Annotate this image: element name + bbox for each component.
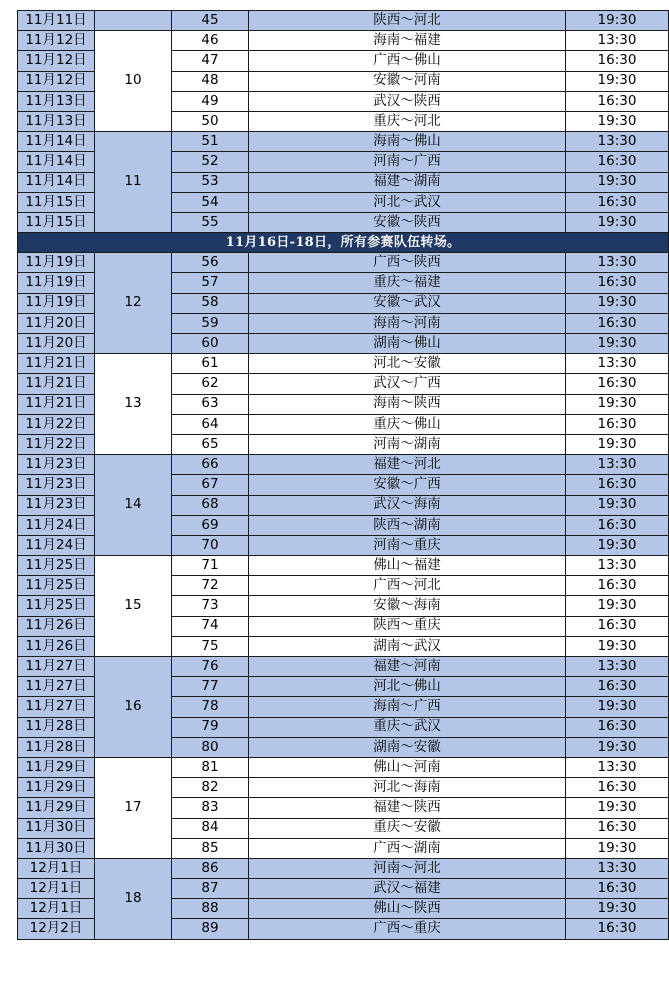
game-number-cell: 55 — [172, 212, 249, 232]
date-cell: 11月24日 — [18, 535, 95, 555]
game-number-cell: 73 — [172, 596, 249, 616]
game-number-cell: 47 — [172, 51, 249, 71]
notice-row — [18, 233, 669, 253]
time-cell: 16:30 — [566, 778, 669, 798]
round-cell: 15 — [95, 556, 172, 657]
matchup-cell: 海南～河南 — [249, 313, 566, 333]
game-number-cell: 74 — [172, 616, 249, 636]
game-number-cell: 60 — [172, 334, 249, 354]
game-number-cell: 59 — [172, 313, 249, 333]
date-cell: 11月22日 — [18, 434, 95, 454]
date-cell: 11月14日 — [18, 172, 95, 192]
table-row — [18, 31, 669, 51]
date-cell: 11月13日 — [18, 111, 95, 131]
game-number-cell: 79 — [172, 717, 249, 737]
game-number-cell: 70 — [172, 535, 249, 555]
matchup-cell: 广西～河北 — [249, 576, 566, 596]
time-cell: 16:30 — [566, 91, 669, 111]
game-number-cell: 77 — [172, 677, 249, 697]
matchup-cell: 武汉～陕西 — [249, 91, 566, 111]
game-number-cell: 56 — [172, 253, 249, 273]
date-cell: 11月21日 — [18, 354, 95, 374]
matchup-cell: 陕西～河北 — [249, 11, 566, 31]
time-cell: 16:30 — [566, 515, 669, 535]
matchup-cell: 海南～福建 — [249, 31, 566, 51]
date-cell: 11月30日 — [18, 838, 95, 858]
time-cell: 16:30 — [566, 475, 669, 495]
matchup-cell: 福建～湖南 — [249, 172, 566, 192]
date-cell: 11月23日 — [18, 455, 95, 475]
date-cell: 11月30日 — [18, 818, 95, 838]
time-cell: 13:30 — [566, 31, 669, 51]
round-cell: 10 — [95, 31, 172, 132]
game-number-cell: 63 — [172, 394, 249, 414]
date-cell: 12月1日 — [18, 879, 95, 899]
game-number-cell: 67 — [172, 475, 249, 495]
matchup-cell: 武汉～广西 — [249, 374, 566, 394]
matchup-cell: 重庆～河北 — [249, 111, 566, 131]
time-cell: 13:30 — [566, 757, 669, 777]
time-cell: 13:30 — [566, 354, 669, 374]
matchup-cell: 海南～陕西 — [249, 394, 566, 414]
game-number-cell: 69 — [172, 515, 249, 535]
time-cell: 19:30 — [566, 71, 669, 91]
date-cell: 11月21日 — [18, 394, 95, 414]
date-cell: 11月20日 — [18, 313, 95, 333]
date-cell: 11月19日 — [18, 273, 95, 293]
table-row — [18, 253, 669, 273]
date-cell: 11月20日 — [18, 334, 95, 354]
game-number-cell: 48 — [172, 71, 249, 91]
time-cell: 16:30 — [566, 51, 669, 71]
game-number-cell: 81 — [172, 757, 249, 777]
round-cell: 17 — [95, 757, 172, 858]
matchup-cell: 武汉～海南 — [249, 495, 566, 515]
date-cell: 12月1日 — [18, 858, 95, 878]
matchup-cell: 湖南～安徽 — [249, 737, 566, 757]
date-cell: 11月23日 — [18, 495, 95, 515]
time-cell: 19:30 — [566, 172, 669, 192]
matchup-cell: 海南～广西 — [249, 697, 566, 717]
time-cell: 19:30 — [566, 11, 669, 31]
date-cell: 11月28日 — [18, 717, 95, 737]
time-cell: 16:30 — [566, 677, 669, 697]
matchup-cell: 安徽～海南 — [249, 596, 566, 616]
time-cell: 16:30 — [566, 374, 669, 394]
time-cell: 13:30 — [566, 132, 669, 152]
time-cell: 16:30 — [566, 879, 669, 899]
game-number-cell: 50 — [172, 111, 249, 131]
game-number-cell: 87 — [172, 879, 249, 899]
game-number-cell: 64 — [172, 414, 249, 434]
time-cell: 16:30 — [566, 273, 669, 293]
matchup-cell: 佛山～河南 — [249, 757, 566, 777]
table-row — [18, 556, 669, 576]
matchup-cell: 福建～陕西 — [249, 798, 566, 818]
matchup-cell: 陕西～重庆 — [249, 616, 566, 636]
date-cell: 11月24日 — [18, 515, 95, 535]
date-cell: 11月15日 — [18, 192, 95, 212]
date-cell: 11月28日 — [18, 737, 95, 757]
game-number-cell: 66 — [172, 455, 249, 475]
game-number-cell: 84 — [172, 818, 249, 838]
round-cell: 18 — [95, 858, 172, 939]
matchup-cell: 广西～湖南 — [249, 838, 566, 858]
game-number-cell: 52 — [172, 152, 249, 172]
game-number-cell: 62 — [172, 374, 249, 394]
time-cell: 13:30 — [566, 253, 669, 273]
game-number-cell: 89 — [172, 919, 249, 939]
matchup-cell: 佛山～陕西 — [249, 899, 566, 919]
schedule-table — [17, 10, 669, 940]
matchup-cell: 广西～佛山 — [249, 51, 566, 71]
time-cell: 13:30 — [566, 455, 669, 475]
table-row — [18, 858, 669, 878]
date-cell: 11月26日 — [18, 616, 95, 636]
game-number-cell: 45 — [172, 11, 249, 31]
time-cell: 19:30 — [566, 334, 669, 354]
game-number-cell: 86 — [172, 858, 249, 878]
game-number-cell: 71 — [172, 556, 249, 576]
matchup-cell: 河南～河北 — [249, 858, 566, 878]
date-cell: 12月2日 — [18, 919, 95, 939]
matchup-cell: 重庆～安徽 — [249, 818, 566, 838]
game-number-cell: 75 — [172, 636, 249, 656]
date-cell: 11月26日 — [18, 636, 95, 656]
game-number-cell: 68 — [172, 495, 249, 515]
time-cell: 19:30 — [566, 111, 669, 131]
time-cell: 13:30 — [566, 858, 669, 878]
time-cell: 19:30 — [566, 535, 669, 555]
date-cell: 11月15日 — [18, 212, 95, 232]
matchup-cell: 河南～广西 — [249, 152, 566, 172]
game-number-cell: 80 — [172, 737, 249, 757]
time-cell: 19:30 — [566, 293, 669, 313]
date-cell: 11月14日 — [18, 132, 95, 152]
table-row — [18, 132, 669, 152]
matchup-cell: 河南～重庆 — [249, 535, 566, 555]
table-row — [18, 455, 669, 475]
time-cell: 16:30 — [566, 313, 669, 333]
table-row — [18, 757, 669, 777]
game-number-cell: 61 — [172, 354, 249, 374]
time-cell: 16:30 — [566, 192, 669, 212]
matchup-cell: 河北～佛山 — [249, 677, 566, 697]
date-cell: 12月1日 — [18, 899, 95, 919]
matchup-cell: 河北～武汉 — [249, 192, 566, 212]
time-cell: 19:30 — [566, 596, 669, 616]
schedule-body — [18, 11, 669, 940]
game-number-cell: 46 — [172, 31, 249, 51]
time-cell: 19:30 — [566, 434, 669, 454]
time-cell: 19:30 — [566, 495, 669, 515]
matchup-cell: 重庆～佛山 — [249, 414, 566, 434]
game-number-cell: 54 — [172, 192, 249, 212]
round-cell — [95, 11, 172, 31]
date-cell: 11月25日 — [18, 596, 95, 616]
time-cell: 19:30 — [566, 636, 669, 656]
date-cell: 11月23日 — [18, 475, 95, 495]
game-number-cell: 88 — [172, 899, 249, 919]
round-cell: 11 — [95, 132, 172, 233]
table-row — [18, 657, 669, 677]
matchup-cell: 福建～河南 — [249, 657, 566, 677]
date-cell: 11月27日 — [18, 697, 95, 717]
date-cell: 11月12日 — [18, 71, 95, 91]
time-cell: 19:30 — [566, 212, 669, 232]
matchup-cell: 海南～佛山 — [249, 132, 566, 152]
matchup-cell: 河北～海南 — [249, 778, 566, 798]
date-cell: 11月29日 — [18, 798, 95, 818]
matchup-cell: 河南～湖南 — [249, 434, 566, 454]
time-cell: 19:30 — [566, 737, 669, 757]
game-number-cell: 82 — [172, 778, 249, 798]
date-cell: 11月11日 — [18, 11, 95, 31]
date-cell: 11月12日 — [18, 51, 95, 71]
game-number-cell: 78 — [172, 697, 249, 717]
matchup-cell: 陕西～湖南 — [249, 515, 566, 535]
date-cell: 11月19日 — [18, 253, 95, 273]
game-number-cell: 85 — [172, 838, 249, 858]
time-cell: 16:30 — [566, 576, 669, 596]
game-number-cell: 49 — [172, 91, 249, 111]
game-number-cell: 57 — [172, 273, 249, 293]
game-number-cell: 65 — [172, 434, 249, 454]
matchup-cell: 福建～河北 — [249, 455, 566, 475]
date-cell: 11月27日 — [18, 677, 95, 697]
matchup-cell: 重庆～福建 — [249, 273, 566, 293]
time-cell: 19:30 — [566, 697, 669, 717]
date-cell: 11月13日 — [18, 91, 95, 111]
round-cell: 13 — [95, 354, 172, 455]
matchup-cell: 安徽～河南 — [249, 71, 566, 91]
transfer-notice: 11月16日-18日，所有参赛队伍转场。 — [18, 233, 669, 253]
date-cell: 11月14日 — [18, 152, 95, 172]
game-number-cell: 76 — [172, 657, 249, 677]
round-cell: 16 — [95, 657, 172, 758]
matchup-cell: 河北～安徽 — [249, 354, 566, 374]
date-cell: 11月29日 — [18, 757, 95, 777]
matchup-cell: 广西～重庆 — [249, 919, 566, 939]
date-cell: 11月25日 — [18, 556, 95, 576]
time-cell: 19:30 — [566, 798, 669, 818]
time-cell: 16:30 — [566, 414, 669, 434]
matchup-cell: 广西～陕西 — [249, 253, 566, 273]
time-cell: 16:30 — [566, 152, 669, 172]
game-number-cell: 72 — [172, 576, 249, 596]
matchup-cell: 重庆～武汉 — [249, 717, 566, 737]
time-cell: 16:30 — [566, 717, 669, 737]
matchup-cell: 安徽～武汉 — [249, 293, 566, 313]
time-cell: 16:30 — [566, 818, 669, 838]
date-cell: 11月29日 — [18, 778, 95, 798]
date-cell: 11月21日 — [18, 374, 95, 394]
game-number-cell: 51 — [172, 132, 249, 152]
time-cell: 19:30 — [566, 838, 669, 858]
table-row — [18, 354, 669, 374]
matchup-cell: 安徽～陕西 — [249, 212, 566, 232]
game-number-cell: 53 — [172, 172, 249, 192]
time-cell: 13:30 — [566, 657, 669, 677]
game-number-cell: 83 — [172, 798, 249, 818]
time-cell: 19:30 — [566, 394, 669, 414]
time-cell: 16:30 — [566, 919, 669, 939]
date-cell: 11月22日 — [18, 414, 95, 434]
matchup-cell: 湖南～武汉 — [249, 636, 566, 656]
time-cell: 19:30 — [566, 899, 669, 919]
date-cell: 11月19日 — [18, 293, 95, 313]
time-cell: 13:30 — [566, 556, 669, 576]
game-number-cell: 58 — [172, 293, 249, 313]
matchup-cell: 武汉～福建 — [249, 879, 566, 899]
round-cell: 14 — [95, 455, 172, 556]
matchup-cell: 安徽～广西 — [249, 475, 566, 495]
date-cell: 11月12日 — [18, 31, 95, 51]
matchup-cell: 湖南～佛山 — [249, 334, 566, 354]
matchup-cell: 佛山～福建 — [249, 556, 566, 576]
round-cell: 12 — [95, 253, 172, 354]
date-cell: 11月25日 — [18, 576, 95, 596]
date-cell: 11月27日 — [18, 657, 95, 677]
table-row — [18, 11, 669, 31]
time-cell: 16:30 — [566, 616, 669, 636]
